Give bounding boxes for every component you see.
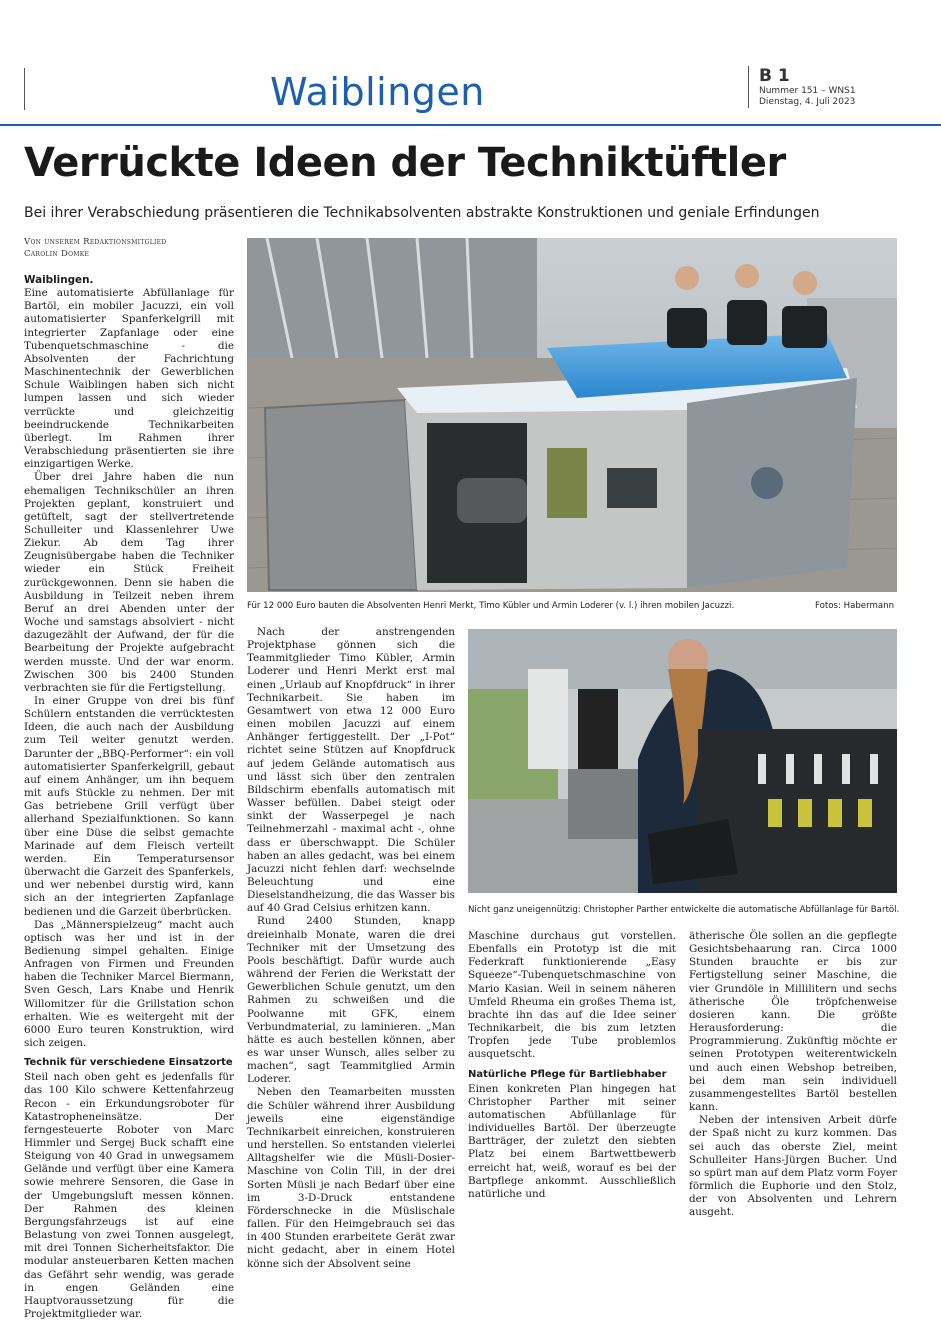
article-column-3 — [468, 930, 676, 1201]
article-paragraph — [24, 274, 234, 471]
byline — [24, 236, 166, 260]
page-number: B 1 — [759, 66, 790, 86]
paragraph-text: Eine automatisierte Abfüllanlage für Bartöl, ein mobiler Jacuzzi, ein voll automatisierter Spanferkelgrill mit integrierter Zapfanlage oder eine Tubenquetschmaschine - die Absolventen der Fachrichtung Maschinentechnik der Gewerblichen Schule Waiblingen haben sich nicht lumpen lassen und sich wieder verrückte und gleichzeitig beeindruckende Technikarbeiten überlegt. Im Rahmen ihrer Verabschiedung präsentierten sie ihre einzigartigen Werke. — [24, 287, 234, 471]
article-paragraph: Über drei Jahre haben die nun ehemaligen Technikschüler an ihren Projekten geplant, konstruiert und getüftelt, sagt der stellvertretende Schulleiter und Klassenlehrer Uwe Ziekur. Ab dem Tag ihrer Zeugnisübergabe haben die Techniker wieder ein Stück Freiheit zurückgewonnen. Denn sie haben die Ausbildung in Teilzeit neben ihrem Beruf an drei Abenden unter der Woche und samstags absolviert - nicht dazugezählt der Aufwand, der für die Bearbeitung der Projekte aufgebracht werden musste. Und der war enorm. Zwischen 300 bis 2400 Stunden verbrachten sie für die Fertigstellung. — [24, 471, 234, 694]
dateline: Waiblingen. — [24, 274, 94, 286]
article-column-2 — [247, 626, 455, 1271]
article-paragraph: In einer Gruppe von drei bis fünf Schülern entstanden die verrücktesten Ideen, die auch nach der Ausbildung zum Teil weiter genutzt werden. Darunter der „BBQ-Performer“: ein voll automatisierter Spanferkelgrill, gebaut auf einem Anhänger, um ihn bequem mit aufs Stückle zu nehmen. Der mit Gas betriebene Grill verfügt über allerhand Spezialfunktionen. So kann über eine Düse die selbst gemachte Marinade auf dem Fleisch verteilt werden. Ein Temperatursensor überwacht die Garzeit des Spanferkels, und wer nebenbei durstig wird, kann sich an der integrierten Zapfanlage bedienen und die Garzeit überbrücken. — [24, 695, 234, 918]
header-rule — [24, 68, 25, 110]
byline-author: Carolin Domke — [24, 249, 90, 259]
article-paragraph: Neben der intensiven Arbeit dürfe der Spaß nicht zu kurz kommen. Das sei auch das oberste Ziel, meint Schulleiter Hans-Jürgen Bucher. Und so spürt man auf dem Platz vorm Foyer förmlich die Euphorie und den Stolz, der von Absolventen und Lehrern ausgeht. — [689, 1114, 897, 1219]
article-paragraph: Steil nach oben geht es jedenfalls für das 100 Kilo schwere Kettenfahrzeug Recon - ein Erkundungsroboter für Katastropheneinsätze. Der ferngesteuerte Roboter von Marc Himmler und Sergej Buck schafft eine Steigung von 40 Grad in unwegsamem Gelände und verfügt über eine Kamera sowie mehrere Sensoren, die Gase in der Umgebungsluft messen können. Der Rahmen des kleinen Bergungsfahrzeugs ist auf eine Belastung von zwei Tonnen ausgelegt, mit drei Tonnen Sicherheitsfaktor. Die modular ansteuerbaren Ketten machen das Gefährt sehr wendig, was gerade in engen Geländen eine Hauptvoraussetzung für die Projektmitglieder war. — [24, 1071, 234, 1321]
photo1-credit: Fotos: Habermann — [815, 601, 895, 611]
article-column-4 — [689, 930, 897, 1219]
photo2-caption: Nicht ganz uneigennützig: Christopher Parther entwickelte die automatische Abfüllanlage für Bartöl. — [468, 905, 900, 915]
subheading-technik: Technik für verschiedene Einsatzorte — [24, 1057, 233, 1069]
jacuzzi-illustration — [247, 238, 897, 592]
article-paragraph: ätherische Öle sollen an die gepflegte Gesichtsbehaarung ran. Circa 1000 Stunden brauchte er bis zur Fertigstellung seiner Maschine, die vier Grundöle in Millilitern und sechs ätherische Öle tröpfchenweise dosieren kann. Die größte Herausforderung: die Programmierung. Zukünftig möchte er seinen Prototypen weiterentwickeln und auch einen Webshop betreiben, bei dem man sein individuell zusammengestelltes Bartöl bestellen kann. — [689, 930, 897, 1114]
article-paragraph: Einen konkreten Plan hingegen hat Christopher Parther mit seiner automatischen Abfüllanlage für individuelles Bartöl. Der überzeugte Bartträger, der zuletzt den siebten Platz bei einem Bartwettbewerb erreicht hat, weiß, worauf es bei der Bartpflege ankommt. Ausschließlich natürliche und — [468, 1082, 676, 1200]
article-paragraph: Rund 2400 Stunden, knapp dreieinhalb Monate, waren die drei Techniker mit der Umsetzung des Pools beschäftigt. Dafür wurde auch während der Ferien die Werkstatt der Gewerblichen Schule genutzt, um den Rahmen zu schweißen und die Poolwanne mit GFK, einem Verbundmaterial, zu laminieren. „Man hätte es auch bestellen können, aber es war unser Wunsch, alles selber zu machen“, sagt Teammitglied Armin Loderer. — [247, 915, 455, 1086]
headline: Verrückte Ideen der Techniktüftler — [24, 140, 786, 186]
article-paragraph: Neben den Teamarbeiten mussten die Schüler während ihrer Ausbildung jeweils eine eigenständige Technikarbeit einreichen, konstruieren und herstellen. So entstanden vielerlei Alltagshelfer wie die Müsli-Dosier-Maschine von Colin Till, in der drei Sorten Müsli je nach Bedarf über eine im 3-D-Druck entstandene Förderschnecke in die Müslischale fallen. Für den Heimgebrauch sei das in 400 Stunden erarbeitete Gerät zwar nicht gedacht, aber in einem Hotel könne sich der Absolvent seine — [247, 1086, 455, 1270]
photo-jacuzzi — [247, 238, 897, 592]
article-paragraph: Maschine durchaus gut vorstellen. Ebenfalls ein Prototyp ist die mit Federkraft funktionierende „Easy Squeeze“-Tubenquetschmaschine von Mario Kasian. Weil in seinem näheren Umfeld Rheuma ein großes Thema ist, brachte ihn das auf die Idee seiner Technikarbeit, die bis zum letzten Tropfen jede Tube problemlos ausquetscht. — [468, 930, 676, 1061]
issue-number: Nummer 151 – WNS1 — [759, 86, 856, 96]
subheading-pflege: Natürliche Pflege für Bartliebhaber — [468, 1068, 667, 1080]
article-paragraph: Nach der anstrengenden Projektphase gönnen sich die Teammitglieder Timo Kübler, Armin Loderer und Henri Merkt erst mal einen „Urlaub auf Knopfdruck“ in ihrer Technikarbeit. Sie haben im Gesamtwert von etwa 12 000 Euro einen mobilen Jacuzzi auf einem Anhänger fertiggestellt. Der „I-Pot“ richtet seine Stützen auf Knopfdruck auf jedem Gelände automatisch aus und lässt sich über den zentralen Bildschirm ebenfalls automatisch mit Wasser befüllen. Dabei steigt oder sinkt der Wasserpegel je nach Teilnehmerzahl - maximal acht -, ohne dass er überschwappt. Die Schüler haben an alles gedacht, was bei einem Jacuzzi nicht fehlen darf: wechselnde Beleuchtung und eine Dieselstandheizung, die das Wasser bis auf 40 Grad Celsius erhitzen kann. — [247, 626, 455, 915]
article-paragraph: Das „Männerspielzeug“ macht auch optisch was her und ist in der Bedienung simpel gehalten. Einige Anfragen von Firmen und Freunden haben die Techniker Marcel Biermann, Sven Gesch, Lars Knabe und Henrik Willomitzer für die Grillstation schon erhalten. Wie es weitergeht mit der 6000 Euro teuren Konstruktion, wird sich zeigen. — [24, 918, 234, 1050]
issue-date: Dienstag, 4. Juli 2023 — [759, 97, 856, 107]
section-title: Waiblingen — [270, 70, 485, 114]
article-column-1 — [24, 274, 234, 1321]
subheadline: Bei ihrer Verabschiedung präsentieren die Technikabsolventen abstrakte Konstruktionen und geniale Erfindungen — [24, 205, 820, 221]
header-divider — [0, 124, 941, 126]
byline-line1: Von unserem Redaktionsmitglied — [24, 237, 167, 247]
photo1-caption: Für 12 000 Euro bauten die Absolventen Henri Merkt, Timo Kübler und Armin Loderer (v. l.) ihren mobilen Jacuzzi. — [247, 601, 735, 611]
photo-bartoel — [468, 629, 897, 893]
bartoel-illustration — [468, 629, 897, 893]
page-info — [748, 66, 856, 108]
